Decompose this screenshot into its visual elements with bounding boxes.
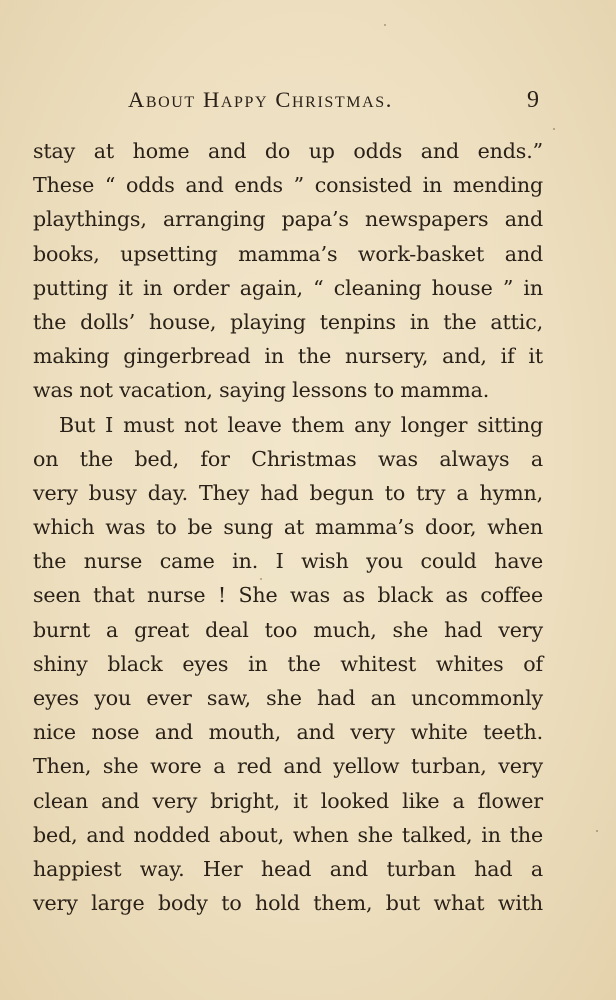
page-header	[0, 86, 616, 118]
text-line: eyes you ever saw, she had an uncommonly	[33, 686, 543, 710]
page-number: 9	[527, 87, 539, 113]
text-line: happiest way. Her head and turban had a	[33, 856, 543, 881]
text-line: on the bed, for Christmas was always a	[33, 446, 543, 471]
paper-speck	[260, 578, 262, 580]
paper-speck	[596, 830, 598, 832]
text-line: shiny black eyes in the whitest whites of	[33, 651, 543, 676]
text-line: making gingerbread in the nursery, and, if it	[33, 344, 543, 369]
text-line: which was to be sung at mamma’s door, when	[33, 515, 543, 540]
text-line: But I must not leave them any longer sitting	[59, 412, 543, 437]
text-line: books, upsetting mamma’s work-basket and	[33, 241, 543, 266]
text-line: the dolls’ house, playing tenpins in the attic,	[33, 309, 543, 334]
paper-speck	[553, 128, 555, 130]
body-text	[33, 134, 543, 920]
text-line: seen that nurse ! She was as black as coffee	[33, 583, 543, 608]
paper-speck	[384, 24, 386, 26]
text-line: the nurse came in. I wish you could have	[33, 549, 543, 574]
paragraph-1	[33, 134, 543, 408]
running-head: About Happy Christmas.	[128, 87, 393, 112]
text-line: These “ odds and ends ” consisted in mending	[33, 173, 543, 198]
text-line: very busy day. They had begun to try a hymn,	[33, 480, 543, 505]
text-line: putting it in order again, “ cleaning house ” in	[33, 275, 543, 300]
text-line: stay at home and do up odds and ends.”	[33, 139, 543, 163]
paragraph-2	[33, 408, 543, 921]
text-line: was not vacation, saying lessons to mamma.	[33, 378, 490, 403]
text-line: nice nose and mouth, and very white teeth.	[33, 720, 543, 745]
text-line: Then, she wore a red and yellow turban, very	[33, 754, 543, 779]
text-line: very large body to hold them, but what with	[33, 891, 543, 916]
text-line: playthings, arranging papa’s newspapers and	[33, 207, 543, 232]
text-line: clean and very bright, it looked like a flower	[33, 788, 543, 813]
text-line: bed, and nodded about, when she talked, in the	[33, 822, 543, 847]
text-line: burnt a great deal too much, she had very	[33, 617, 543, 642]
